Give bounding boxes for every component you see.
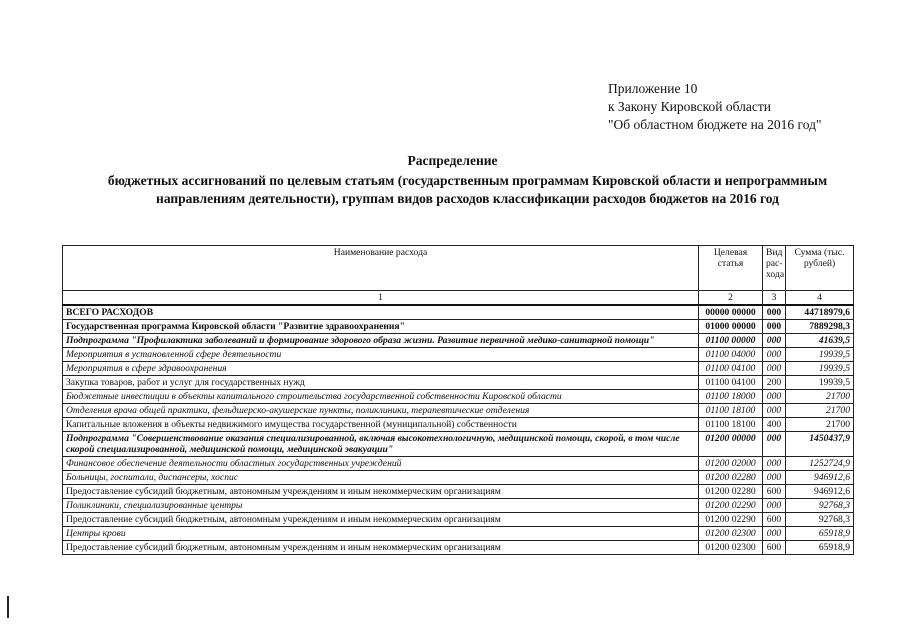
header-code: Целевая статья (699, 246, 763, 291)
row-kind-cell: 600 (763, 541, 786, 555)
column-number: 1 (63, 291, 699, 306)
row-kind-cell: 000 (763, 432, 786, 457)
row-kind-cell: 000 (763, 457, 786, 471)
row-name-cell: Бюджетные инвестиции в объекты капитального строительства государственной собственности Кировской области (63, 390, 699, 404)
row-name-cell: Капитальные вложения в объекты недвижимого имущества государственной (муниципальной) собственности (63, 418, 699, 432)
appendix-line-2: к Закону Кировской области (608, 99, 772, 114)
row-code-cell: 01100 04000 (699, 348, 763, 362)
row-code-cell: 01200 02280 (699, 471, 763, 485)
row-name-cell: ВСЕГО РАСХОДОВ (63, 305, 699, 320)
row-kind-cell: 000 (763, 527, 786, 541)
table-row (63, 499, 854, 513)
row-code-cell: 00000 00000 (699, 305, 763, 320)
row-sum-cell: 7889298,3 (786, 320, 854, 334)
row-kind-cell: 200 (763, 376, 786, 390)
row-name-cell: Больницы, госпитали, диспансеры, хоспис (63, 471, 699, 485)
table-row (63, 432, 854, 457)
column-number: 3 (763, 291, 786, 306)
row-code-cell: 01200 02300 (699, 541, 763, 555)
row-name-cell: Мероприятия в установленной сфере деятельности (63, 348, 699, 362)
budget-table (62, 245, 854, 555)
row-code-cell: 01200 02290 (699, 513, 763, 527)
row-name-cell: Предоставление субсидий бюджетным, автономным учреждениям и иным некоммерческим организациям (63, 541, 699, 555)
row-sum-cell: 92768,3 (786, 513, 854, 527)
column-number: 4 (786, 291, 854, 306)
header-kind: Вид рас-хода (763, 246, 786, 291)
row-name-cell: Подпрограмма "Профилактика заболеваний и формирование здорового образа жизни. Развитие первичной медико-санитарной помощи" (63, 334, 699, 348)
column-number-row (63, 291, 854, 306)
row-code-cell: 01100 04100 (699, 376, 763, 390)
row-code-cell: 01100 18100 (699, 418, 763, 432)
row-kind-cell: 000 (763, 348, 786, 362)
table-row (63, 541, 854, 555)
row-kind-cell: 600 (763, 513, 786, 527)
row-sum-cell: 1252724,9 (786, 457, 854, 471)
row-sum-cell: 65918,9 (786, 541, 854, 555)
appendix-line-3: "Об областном бюджете на 2016 год" (608, 117, 822, 132)
row-sum-cell: 946912,6 (786, 485, 854, 499)
row-name-cell: Подпрограмма "Совершенствование оказания специализированной, включая высокотехнологичную, медицинской помощи, скорой, в том числе скорой специализированной, медицинской помощи, медицинской эвакуации" (63, 432, 699, 457)
row-kind-cell: 400 (763, 418, 786, 432)
row-sum-cell: 946912,6 (786, 471, 854, 485)
row-code-cell: 01200 02000 (699, 457, 763, 471)
table-row (63, 527, 854, 541)
table-body (63, 305, 854, 555)
row-sum-cell: 19939,5 (786, 348, 854, 362)
row-kind-cell: 000 (763, 334, 786, 348)
row-sum-cell: 44718979,6 (786, 305, 854, 320)
row-sum-cell: 19939,5 (786, 362, 854, 376)
table-row (63, 305, 854, 320)
row-kind-cell: 600 (763, 485, 786, 499)
row-code-cell: 01200 00000 (699, 432, 763, 457)
row-kind-cell: 000 (763, 499, 786, 513)
header-sum: Сумма (тыс. рублей) (786, 246, 854, 291)
row-name-cell: Поликлиники, специализированные центры (63, 499, 699, 513)
table-row (63, 471, 854, 485)
table-row (63, 334, 854, 348)
table-row (63, 513, 854, 527)
row-code-cell: 01200 02280 (699, 485, 763, 499)
row-kind-cell: 000 (763, 471, 786, 485)
row-kind-cell: 000 (763, 362, 786, 376)
table-row (63, 457, 854, 471)
row-name-cell: Центры крови (63, 527, 699, 541)
row-kind-cell: 000 (763, 320, 786, 334)
row-name-cell: Государственная программа Кировской области "Развитие здравоохранения" (63, 320, 699, 334)
appendix-block (608, 80, 822, 134)
row-sum-cell: 21700 (786, 404, 854, 418)
row-name-cell: Мероприятия в сфере здравоохранения (63, 362, 699, 376)
row-name-cell: Закупка товаров, работ и услуг для государственных нужд (63, 376, 699, 390)
table-header-row (63, 246, 854, 291)
document-subtitle: бюджетных ассигнований по целевым статьям (государственным программам Кировской области и непрограммным направлениям деятельности), группам видов расходов классификации расходов бюджетов на 2016 год (107, 173, 828, 206)
row-sum-cell: 21700 (786, 418, 854, 432)
row-name-cell: Предоставление субсидий бюджетным, автономным учреждениям и иным некоммерческим организациям (63, 513, 699, 527)
row-code-cell: 01200 02290 (699, 499, 763, 513)
margin-mark (7, 596, 9, 618)
row-sum-cell: 65918,9 (786, 527, 854, 541)
table-row (63, 404, 854, 418)
table-row (63, 485, 854, 499)
row-name-cell: Отделения врача общей практики, фельдшерско-акушерские пункты, поликлиники, терапевтические отделения (63, 404, 699, 418)
row-code-cell: 01100 00000 (699, 334, 763, 348)
row-kind-cell: 000 (763, 305, 786, 320)
table-row (63, 376, 854, 390)
table-row (63, 418, 854, 432)
appendix-line-1: Приложение 10 (608, 81, 698, 96)
row-sum-cell: 1450437,9 (786, 432, 854, 457)
row-sum-cell: 21700 (786, 390, 854, 404)
header-name: Наименование расхода (63, 246, 699, 291)
row-code-cell: 01100 18100 (699, 404, 763, 418)
table-row (63, 362, 854, 376)
row-sum-cell: 19939,5 (786, 376, 854, 390)
row-name-cell: Финансовое обеспечение деятельности областных государственных учреждений (63, 457, 699, 471)
row-code-cell: 01100 18000 (699, 390, 763, 404)
row-name-cell: Предоставление субсидий бюджетным, автономным учреждениям и иным некоммерческим организациям (63, 485, 699, 499)
row-code-cell: 01000 00000 (699, 320, 763, 334)
row-kind-cell: 000 (763, 404, 786, 418)
row-sum-cell: 92768,3 (786, 499, 854, 513)
column-number: 2 (699, 291, 763, 306)
row-kind-cell: 000 (763, 390, 786, 404)
table-row (63, 320, 854, 334)
row-sum-cell: 41639,5 (786, 334, 854, 348)
table-row (63, 348, 854, 362)
row-code-cell: 01100 04100 (699, 362, 763, 376)
table-row (63, 390, 854, 404)
document-title: Распределение (407, 153, 498, 168)
row-code-cell: 01200 02300 (699, 527, 763, 541)
